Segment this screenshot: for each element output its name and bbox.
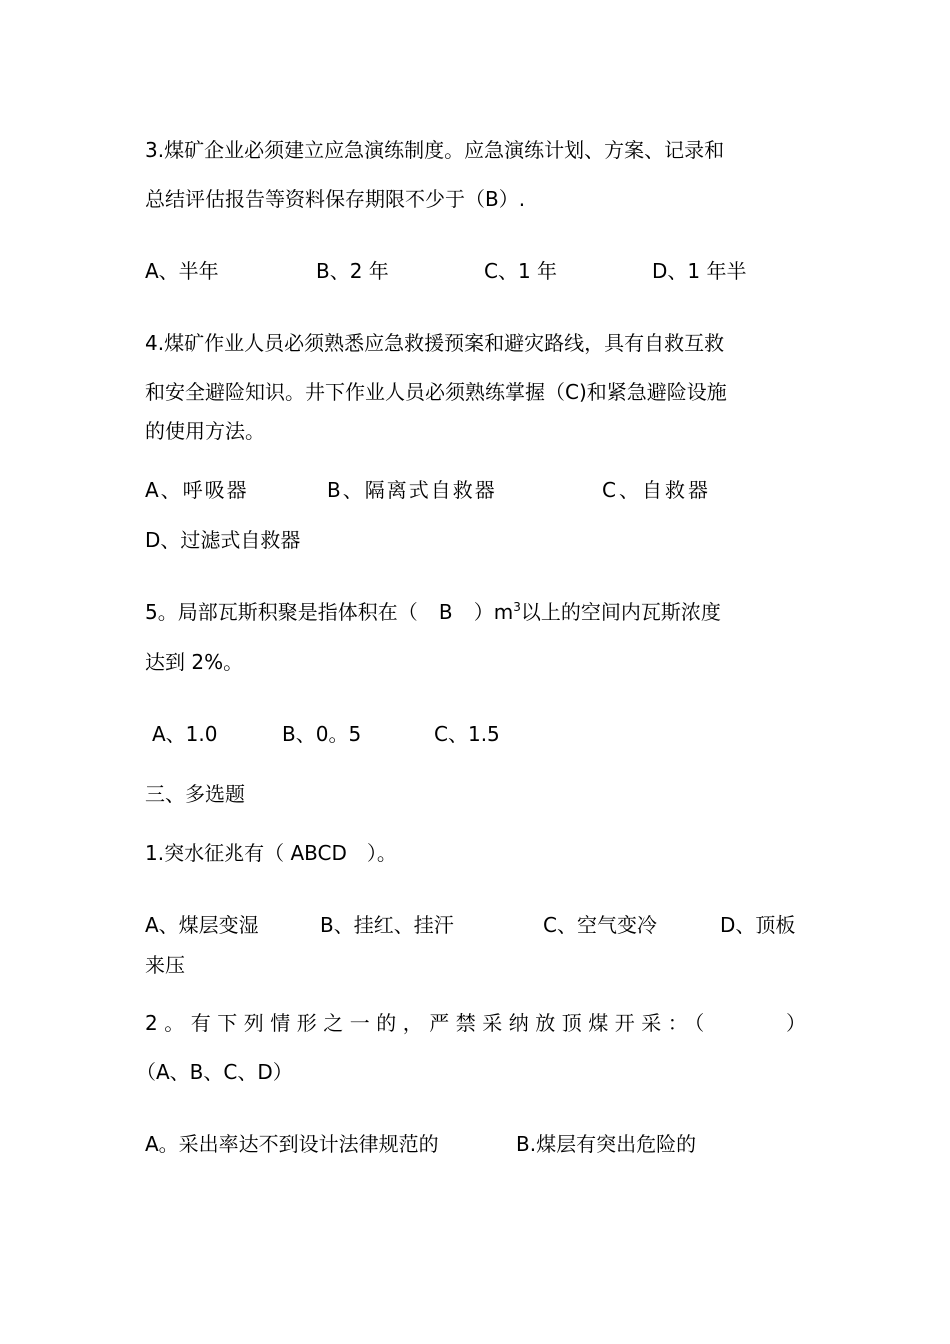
q3-stem-line-1: 3.煤矿企业必须建立应急演练制度。应急演练计划、方案、记录和 (145, 138, 725, 162)
q5-stem-line-1 (145, 599, 721, 625)
q5-stem-text-a: 5。局部瓦斯积聚是指体积在（ (145, 600, 418, 624)
q5-stem-text-b: ）m (473, 600, 514, 624)
m2-stem-line-1: 2。有下列情形之一的，严禁采纳放顶煤开采：（ (145, 1011, 711, 1035)
q4-option-d: D、过滤式自救器 (145, 528, 301, 552)
q3-option-c: C、1 年 (484, 259, 558, 283)
m2-option-b: B.煤层有突出危险的 (516, 1132, 697, 1156)
q5-option-b: B、0。5 (282, 722, 362, 746)
q5-option-c: C、1.5 (434, 722, 500, 746)
q5-unit-superscript: 3 (513, 600, 521, 614)
m2-option-a: A。采出率达不到设计法律规范的 (145, 1132, 439, 1156)
m1-option-c: C、空气变冷 (543, 913, 657, 937)
q4-option-c: C、自救器 (602, 478, 711, 502)
q3-stem-line-2: 总结评估报告等资料保存期限不少于（B）. (145, 187, 526, 211)
q4-option-b: B、隔离式自救器 (327, 478, 497, 502)
q4-stem-line-2: 和安全避险知识。井下作业人员必须熟练掌握（C)和紧急避险设施 (145, 380, 727, 404)
m1-option-d-continued: 来压 (145, 953, 185, 977)
q4-option-a: A、呼吸器 (145, 478, 249, 502)
q3-option-b: B、2 年 (316, 259, 389, 283)
m2-stem-close-paren: ） (786, 1011, 806, 1035)
section-heading-multiple-choice: 三、多选题 (145, 782, 245, 806)
q4-stem-line-3: 的使用方法。 (145, 419, 265, 443)
q5-stem-line-2: 达到 2%。 (145, 650, 244, 674)
q3-option-a: A、半年 (145, 259, 219, 283)
q3-option-d: D、1 年半 (652, 259, 747, 283)
q5-option-a: A、1.0 (152, 722, 218, 746)
m1-option-a: A、煤层变湿 (145, 913, 259, 937)
q4-stem-line-1: 4.煤矿作业人员必须熟悉应急救援预案和避灾路线，具有自救互救 (145, 331, 725, 355)
m1-option-b: B、挂红、挂汗 (320, 913, 454, 937)
q5-stem-text-c: 以上的空间内瓦斯浓度 (520, 600, 721, 624)
q5-answer: B (438, 600, 453, 624)
m1-stem: 1.突水征兆有（ ABCD ）。 (145, 841, 397, 865)
m2-answer: （A、B、C、D） (136, 1060, 293, 1084)
m1-option-d: D、顶板 (720, 913, 796, 937)
